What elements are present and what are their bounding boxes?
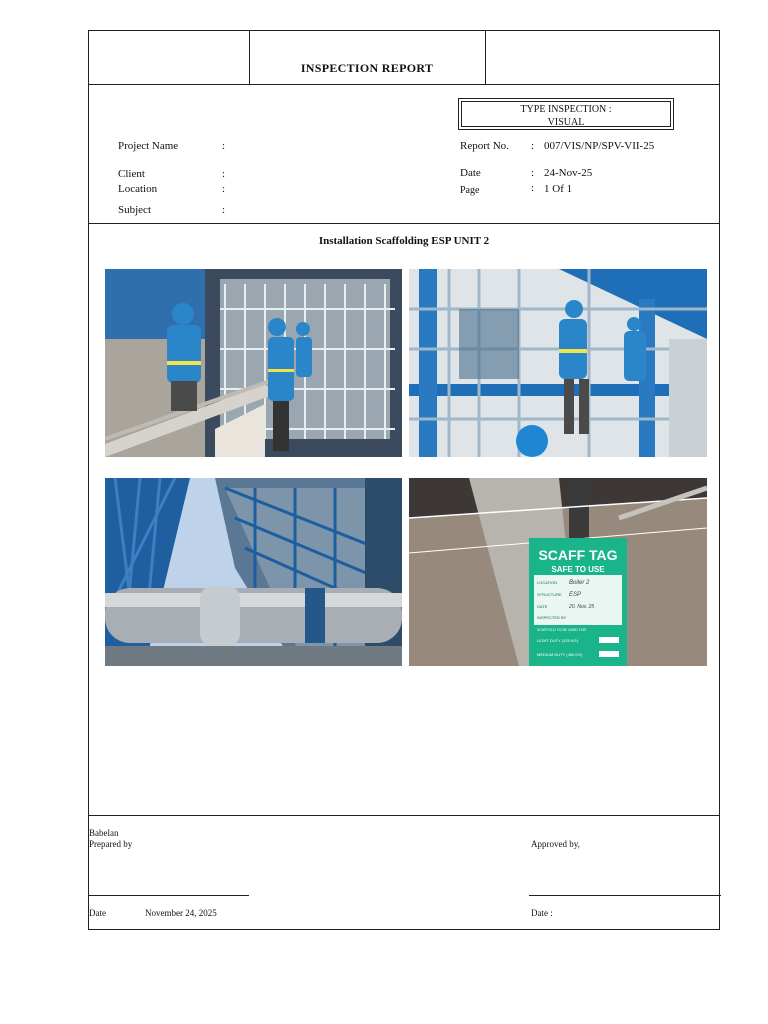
- client-label: Client: [118, 168, 145, 180]
- type-inspection-label: TYPE INSPECTION :: [520, 104, 612, 115]
- date-value: 24-Nov-25: [544, 167, 593, 179]
- subject-title: Installation Scaffolding ESP UNIT 2: [318, 235, 490, 247]
- report-title: INSPECTION REPORT: [300, 61, 434, 75]
- scaff-tag-subtitle: SAFE TO USE: [551, 565, 605, 574]
- location-colon: :: [222, 183, 226, 195]
- type-inspection-value: VISUAL: [547, 117, 585, 128]
- subject-colon: :: [222, 204, 226, 216]
- page-label: Page: [460, 185, 480, 196]
- footer-place: Babelan: [89, 828, 119, 838]
- scaff-tag-photo: [409, 478, 707, 666]
- scaff-tag: [529, 538, 627, 666]
- scaff-tag-location-value: Boiler 2: [569, 580, 590, 586]
- prepared-date-value: November 24, 2025: [145, 908, 217, 918]
- header-divider-right: [485, 31, 486, 84]
- type-inspection-box: [458, 98, 674, 130]
- approved-by-label: Approved by,: [531, 839, 580, 849]
- prepared-date-label: Date: [89, 908, 106, 918]
- report-no-colon: :: [531, 140, 535, 152]
- date-colon: :: [531, 167, 535, 179]
- inspection-report-page: [88, 30, 720, 930]
- page-colon: :: [531, 182, 535, 194]
- date-label: Date: [460, 167, 481, 179]
- scaff-tag-medium-duty: MEDIUM DUTY (450 KG): [537, 652, 583, 657]
- report-no-label: Report No.: [460, 140, 509, 152]
- scaff-tag-inspected-label: INSPECTED BY: [537, 615, 567, 620]
- project-name-colon: :: [222, 140, 226, 152]
- scaff-tag-light-duty: LIGHT DUTY (225 KG): [537, 638, 578, 643]
- prepared-by-label: Prepared by: [89, 839, 133, 849]
- scaff-tag-loading-label: SCAFFOLD TO BE USED FOR: [537, 628, 587, 632]
- scaff-tag-structure-label: STRUCTURE: [537, 592, 562, 597]
- header-separator: [89, 84, 719, 85]
- scaff-tag-structure-value: ESP: [569, 592, 582, 598]
- page-value: 1 Of 1: [544, 183, 573, 195]
- steel-structure-and-duct-photo: [105, 478, 402, 666]
- scaff-tag-date-label: DATE: [537, 604, 548, 609]
- footer-separator: [89, 815, 719, 816]
- project-name-label: Project Name: [118, 140, 179, 152]
- scaff-tag-title: SCAFF TAG: [538, 547, 618, 563]
- subject-label: Subject: [118, 204, 151, 216]
- workers-at-scaffold-gate-photo: [105, 269, 402, 457]
- approved-date-label: Date :: [531, 908, 553, 918]
- worker-climbing-scaffold-photo: [409, 269, 707, 457]
- approved-by-signature-line: [529, 895, 721, 896]
- scaff-tag-date-value: 20. Nov. 25: [569, 604, 595, 610]
- info-separator: [89, 223, 719, 224]
- scaff-tag-location-label: LOCATION: [537, 580, 558, 585]
- client-colon: :: [222, 168, 226, 180]
- location-label: Location: [118, 183, 158, 195]
- header-divider-left: [249, 31, 250, 84]
- report-no-value: 007/VIS/NP/SPV-VII-25: [544, 140, 655, 152]
- prepared-by-signature-line: [89, 895, 249, 896]
